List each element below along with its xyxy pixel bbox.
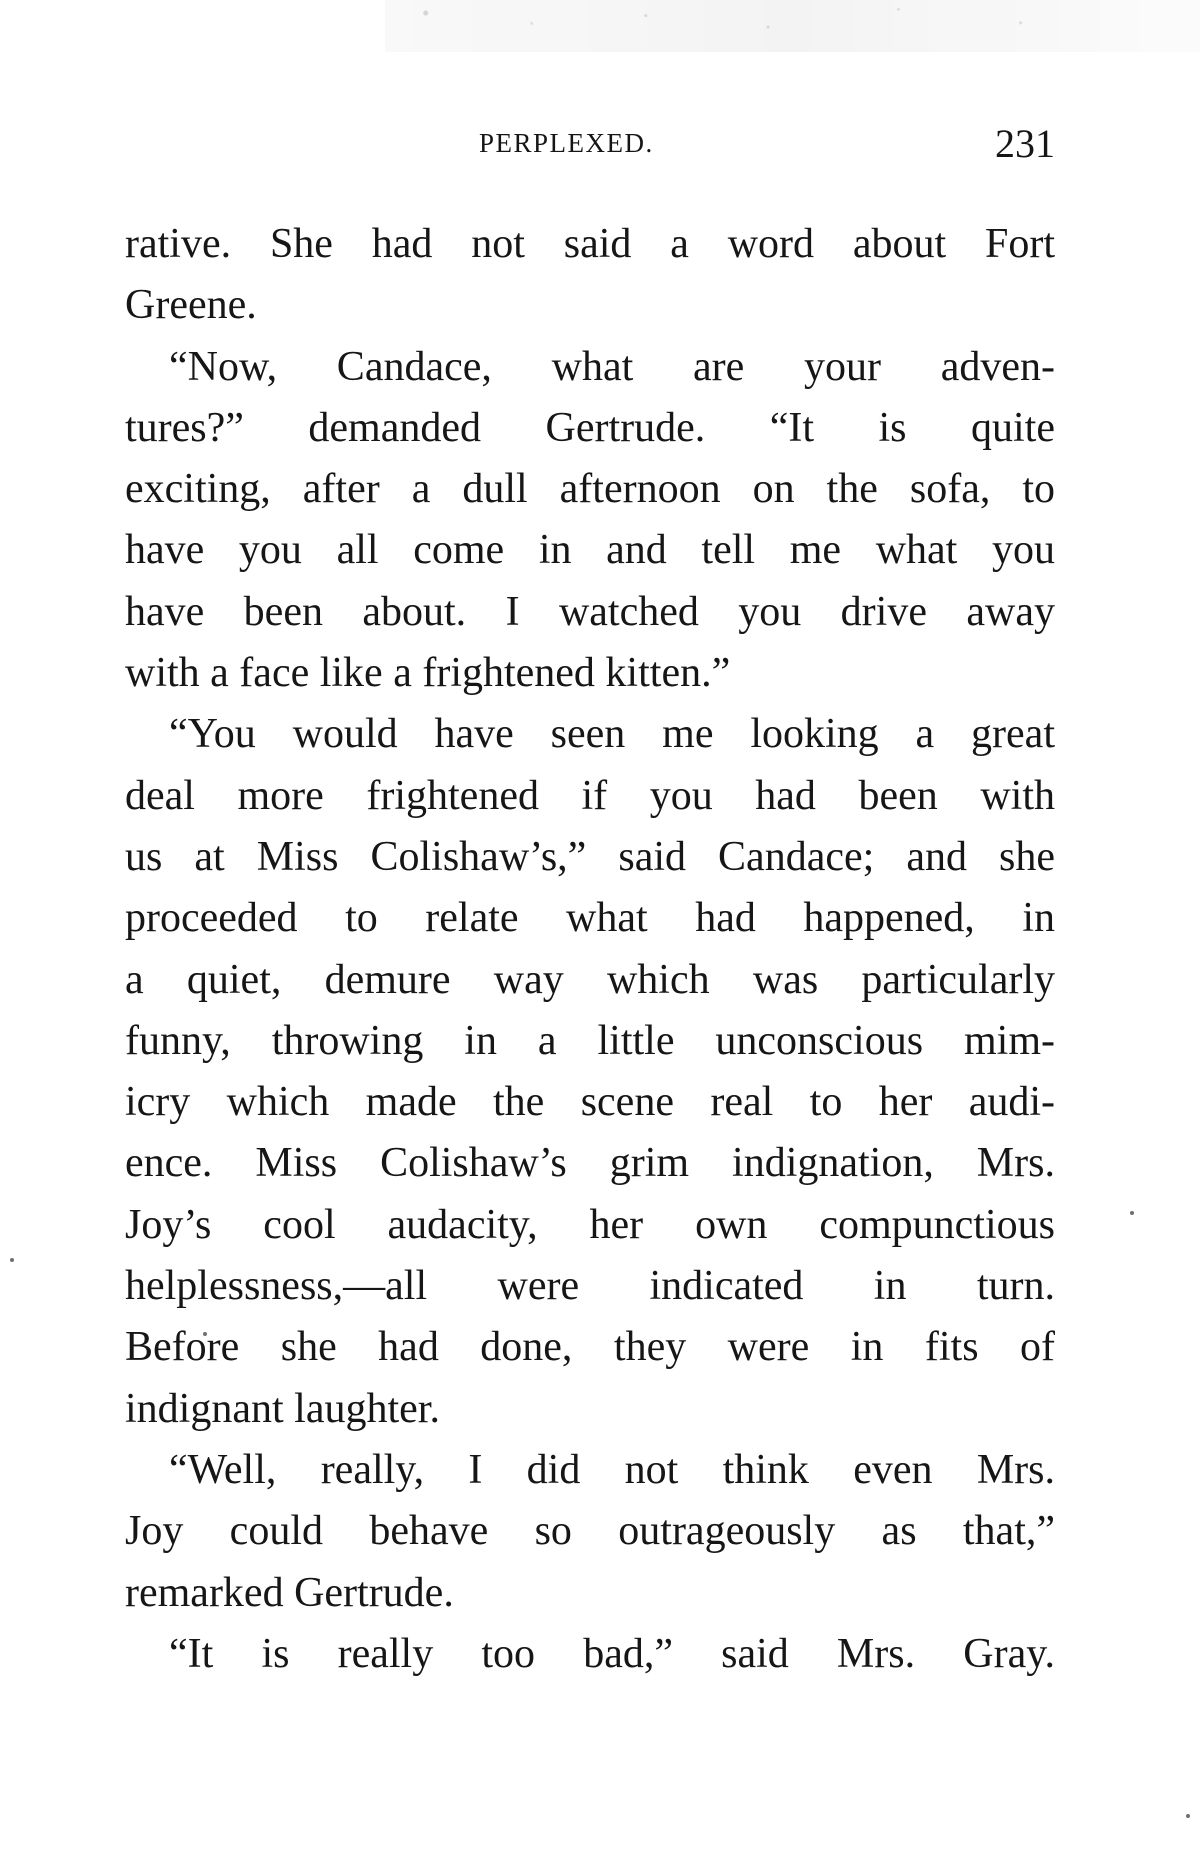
speck: [1130, 1211, 1134, 1215]
text-line: have you all come in and tell me what you: [125, 527, 1055, 574]
text-line: icry which made the scene real to her audi-: [125, 1079, 1055, 1126]
text-line: remarked Gertrude.: [125, 1569, 454, 1616]
text-line: ence. Miss Colishaw’s grim indignation, Mrs.: [125, 1140, 1055, 1187]
scan-noise: [385, 0, 1200, 52]
speck: [1186, 1814, 1190, 1818]
text-line: rative. She had not said a word about Fort: [125, 221, 1055, 267]
text-line: Joy’s cool audacity, her own compunctious: [125, 1201, 1055, 1248]
text-line: Greene.: [125, 282, 257, 329]
text-line: indignant laughter.: [125, 1385, 440, 1432]
text-line: a quiet, demure way which was particularly: [125, 956, 1055, 1003]
running-head: PERPLEXED.: [479, 128, 654, 158]
speck: [10, 1258, 14, 1262]
text-line: exciting, after a dull afternoon on the sofa, to: [125, 466, 1055, 513]
text-line: Before she had done, they were in fits of: [125, 1324, 1055, 1371]
page-number: 231: [995, 121, 1055, 166]
text-line: “It is really too bad,” said Mrs. Gray.: [169, 1630, 1055, 1677]
text-line: proceeded to relate what had happened, in: [125, 895, 1055, 942]
text-line: with a face like a frightened kitten.”: [125, 650, 731, 697]
text-line: tures?” demanded Gertrude. “It is quite: [125, 404, 1055, 451]
text-line: helplessness,—all were indicated in turn.: [125, 1263, 1055, 1310]
text-line: Joy could behave so outrageously as that,”: [125, 1508, 1055, 1555]
running-header: [125, 120, 1055, 170]
text-line: “Now, Candace, what are your adven-: [169, 343, 1055, 390]
text-line: “Well, really, I did not think even Mrs.: [169, 1446, 1055, 1493]
text-line: “You would have seen me looking a great: [169, 711, 1055, 758]
text-line: funny, throwing in a little unconscious mim-: [125, 1017, 1055, 1064]
text-line: us at Miss Colishaw’s,” said Candace; and she: [125, 833, 1055, 880]
text-line: deal more frightened if you had been with: [125, 772, 1055, 819]
page-text: [125, 214, 1055, 1685]
text-line: have been about. I watched you drive away: [125, 588, 1055, 635]
